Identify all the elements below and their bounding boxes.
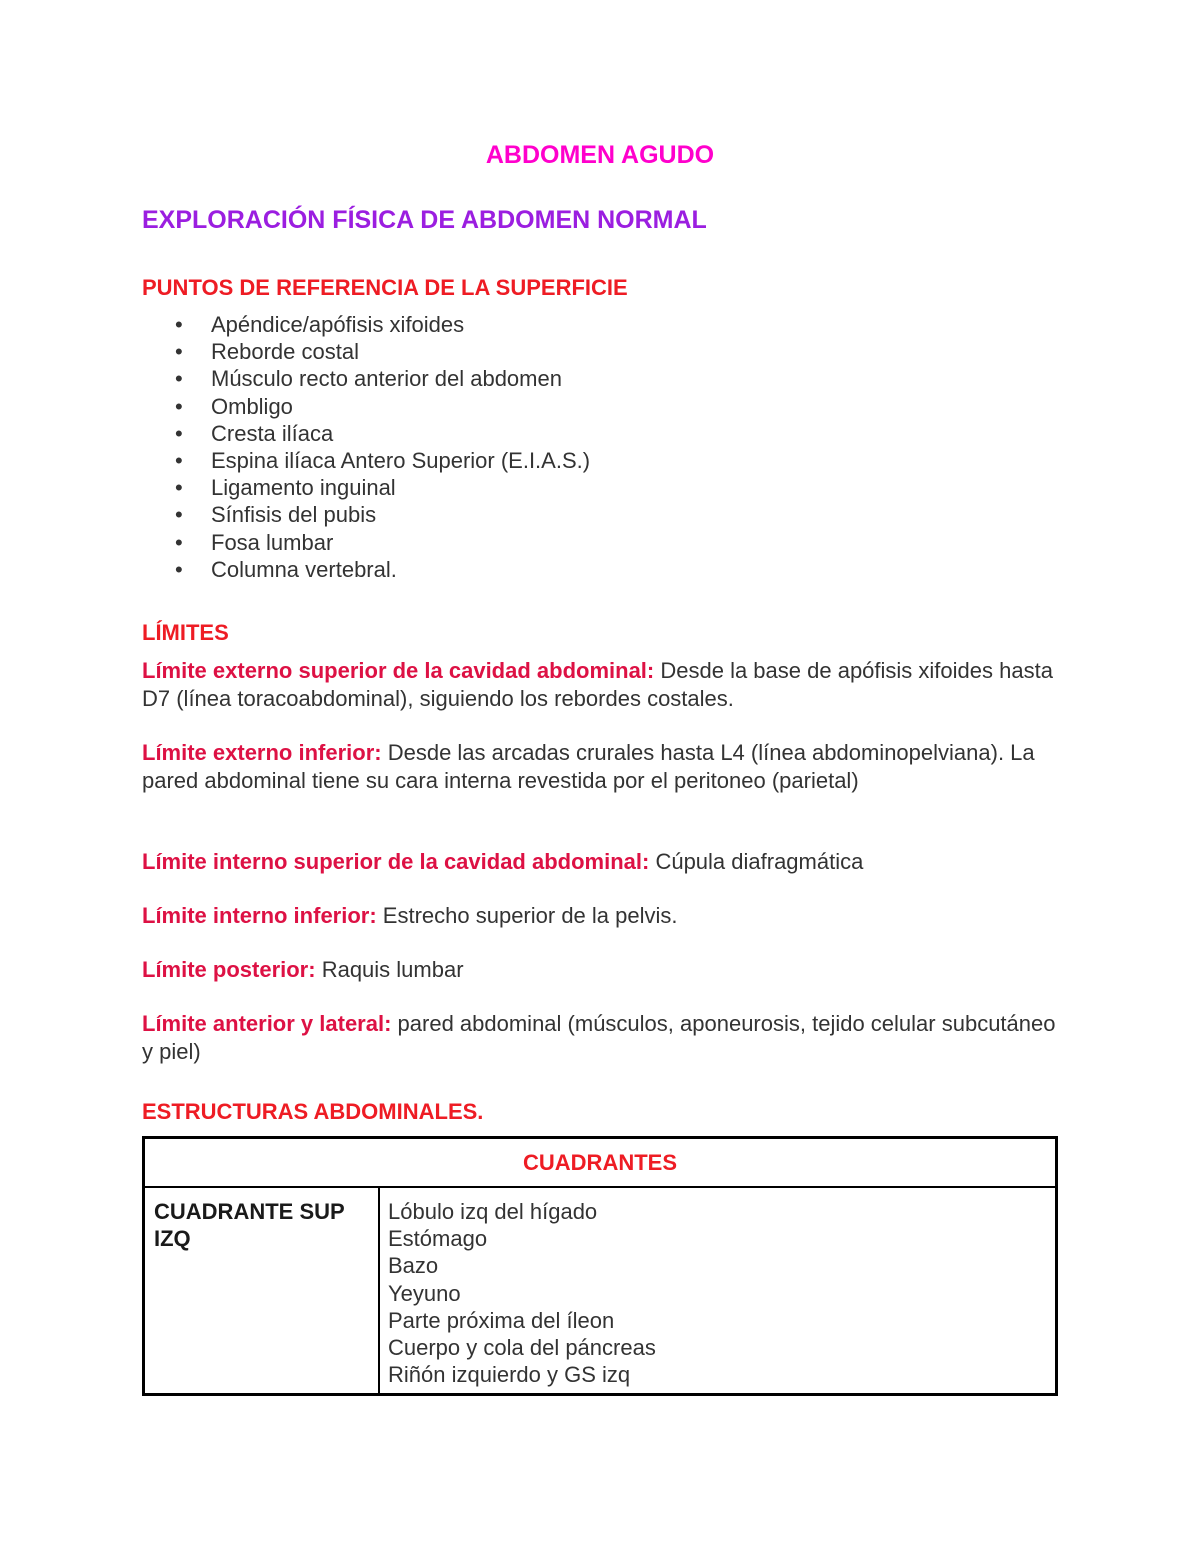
table-header-cell: CUADRANTES	[144, 1138, 1057, 1188]
limit-label: Límite externo superior de la cavidad abdominal:	[142, 658, 655, 683]
organ-item: Bazo	[388, 1253, 439, 1279]
limit-label: Límite posterior:	[142, 957, 316, 982]
table-row	[144, 1187, 1057, 1395]
limit-text: Raquis lumbar	[315, 957, 464, 982]
limit-paragraph	[142, 956, 1058, 984]
quadrant-organs-cell	[379, 1187, 1057, 1395]
organ-item: Estómago	[388, 1226, 488, 1252]
list-item: • Fosa lumbar	[175, 529, 334, 555]
bullet-icon: •	[175, 502, 183, 528]
quadrants-table	[142, 1136, 1058, 1396]
list-item: • Columna vertebral.	[175, 556, 397, 582]
list-item: • Cresta ilíaca	[175, 420, 334, 446]
bullet-icon: •	[175, 529, 183, 555]
limit-text: Desde las arcadas crurales hasta L4 (línea abdominopelviana). La pared abdominal tiene su cara interna revestida por el peritoneo (parietal)	[142, 740, 1035, 793]
limit-text: Desde la base de apófisis xifoides hasta D7 (línea toracoabdominal), siguiendo los rebordes costales.	[142, 658, 1053, 711]
list-item: • Sínfisis del pubis	[175, 502, 377, 528]
organ-item: Yeyuno	[388, 1280, 461, 1306]
organ-item: Parte próxima del íleon	[388, 1307, 615, 1333]
section-heading-exploracion: EXPLORACIÓN FÍSICA DE ABDOMEN NORMAL	[142, 206, 707, 234]
limit-label: Límite externo inferior:	[142, 740, 382, 765]
list-item: • Reborde costal	[175, 339, 359, 365]
limit-text: pared abdominal (músculos, aponeurosis, tejido celular subcutáneo y piel)	[142, 1011, 1056, 1064]
list-item: • Ligamento inguinal	[175, 475, 396, 501]
bullet-icon: •	[175, 448, 183, 474]
organ-item: Riñón izquierdo y GS izq	[388, 1362, 631, 1388]
heading-structures: ESTRUCTURAS ABDOMINALES.	[142, 1099, 484, 1124]
bullet-icon: •	[175, 420, 183, 446]
heading-limits: LÍMITES	[142, 620, 229, 645]
list-item: • Ombligo	[175, 393, 293, 419]
bullet-icon: •	[175, 366, 183, 392]
list-item: • Músculo recto anterior del abdomen	[175, 366, 562, 392]
table-header-row	[144, 1138, 1057, 1188]
bullet-icon: •	[175, 556, 183, 582]
limit-paragraph	[142, 902, 1058, 930]
limit-paragraph	[142, 739, 1058, 794]
limit-label: Límite interno inferior:	[142, 903, 377, 928]
limit-label: Límite interno superior de la cavidad abdominal:	[142, 849, 650, 874]
reference-points-list	[142, 311, 590, 583]
bullet-icon: •	[175, 393, 183, 419]
bullet-icon: •	[175, 312, 183, 337]
organ-item: Cuerpo y cola del páncreas	[388, 1335, 656, 1361]
bullet-icon: •	[175, 339, 183, 365]
limit-text: Estrecho superior de la pelvis.	[376, 903, 678, 928]
limit-paragraph	[142, 1010, 1058, 1065]
list-item: • Apéndice/apófisis xifoides	[175, 312, 465, 337]
bullet-icon: •	[175, 475, 183, 501]
limit-text: Cúpula diafragmática	[649, 849, 864, 874]
document-title: ABDOMEN AGUDO	[485, 141, 715, 169]
quadrant-name-cell: CUADRANTE SUP IZQ	[144, 1187, 380, 1395]
list-item: • Espina ilíaca Antero Superior (E.I.A.S.)	[175, 448, 591, 474]
limit-paragraph	[142, 657, 1058, 712]
organ-item: Lóbulo izq del hígado	[388, 1199, 598, 1224]
limit-paragraph	[142, 848, 1058, 876]
heading-reference-points: PUNTOS DE REFERENCIA DE LA SUPERFICIE	[142, 275, 628, 300]
limit-label: Límite anterior y lateral:	[142, 1011, 392, 1036]
